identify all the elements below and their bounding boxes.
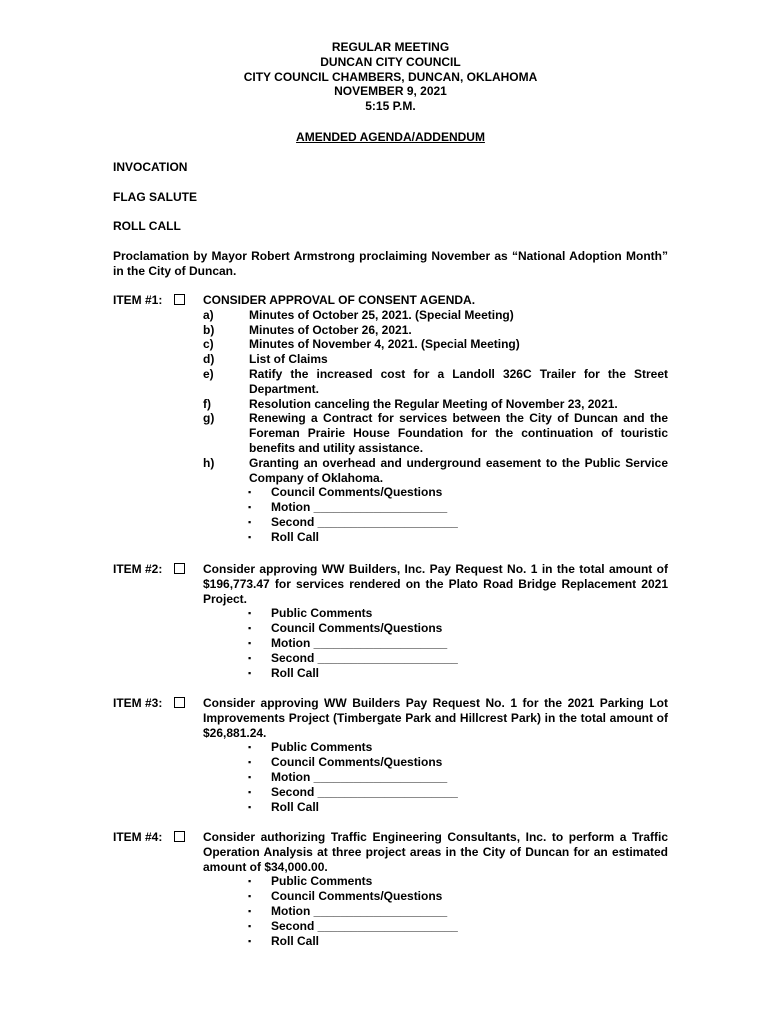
header-line-time: 5:15 P.M. [365, 99, 416, 114]
item-body [203, 562, 668, 680]
bullet-icon: ▪ [248, 623, 252, 634]
sub-item [203, 308, 668, 323]
bullet-text: Motion ____________________ [271, 500, 448, 515]
sub-item-letter: d) [203, 352, 215, 367]
bullet-row [203, 651, 668, 666]
bullet-icon: ▪ [248, 637, 252, 648]
header-line-council: DUNCAN CITY COUNCIL [320, 54, 461, 69]
item-label: ITEM #2: [113, 562, 163, 576]
bullet-text: Roll Call [271, 933, 320, 948]
item-2-bullets [203, 606, 668, 680]
bullet-row [203, 666, 668, 681]
sub-item-text: Minutes of November 4, 2021. (Special Meeting) [249, 337, 520, 352]
bullet-row [203, 500, 668, 515]
bullet-row [203, 785, 668, 800]
bullet-row [203, 636, 668, 651]
bullet-row [203, 740, 668, 755]
bullet-icon: ▪ [248, 920, 252, 931]
bullet-row [203, 621, 668, 636]
item-label: ITEM #3: [113, 696, 163, 710]
bullet-text: Second _____________________ [271, 918, 458, 933]
sub-item-text: Renewing a Contract for services between the City of Duncan and the Foreman Prairie House Foundation for the continuation of touristic benefits and utility assistance. [249, 411, 668, 455]
bullet-text: Motion ____________________ [271, 635, 448, 650]
bullet-icon: ▪ [248, 876, 252, 887]
sub-item [203, 456, 668, 486]
item-3-bullets [203, 740, 668, 814]
bullet-icon: ▪ [248, 935, 252, 946]
bullet-icon: ▪ [248, 801, 252, 812]
item-body [203, 293, 668, 545]
sub-item-letter: f) [203, 396, 211, 411]
bullet-row [203, 934, 668, 949]
item-description: Consider approving WW Builders, Inc. Pay Request No. 1 in the total amount of $196,773.47 for services rendered on the Plato Road Bridge Replacement 2021 Project. [203, 562, 668, 606]
bullet-icon: ▪ [248, 667, 252, 678]
bullet-text: Second _____________________ [271, 650, 458, 665]
bullet-text: Public Comments [271, 740, 373, 755]
item-1-checkbox[interactable] [174, 294, 185, 305]
sub-item-letter: c) [203, 337, 214, 352]
sub-item-letter: g) [203, 411, 215, 426]
item-description: Consider approving WW Builders Pay Request No. 1 for the 2021 Parking Lot Improvements Project (Timbergate Park and Hillcrest Park) in the total amount of $26,881.24. [203, 696, 668, 740]
bullet-row [203, 530, 668, 545]
bullet-text: Public Comments [271, 874, 373, 889]
header-line-meeting-type: REGULAR MEETING [331, 40, 450, 54]
bullet-text: Second _____________________ [271, 784, 458, 799]
item-2-checkbox[interactable] [174, 563, 185, 574]
invocation-heading: INVOCATION [113, 160, 188, 174]
bullet-icon: ▪ [248, 652, 252, 663]
bullet-icon: ▪ [248, 786, 252, 797]
agenda-title: AMENDED AGENDA/ADDENDUM [296, 130, 485, 144]
meeting-header [0, 40, 770, 114]
bullet-row [203, 919, 668, 934]
sub-item-letter: h) [203, 455, 215, 470]
flag-salute-heading: FLAG SALUTE [113, 190, 197, 204]
bullet-text: Council Comments/Questions [271, 621, 443, 636]
sub-item-text: Ratify the increased cost for a Landoll 326C Trailer for the Street Department. [249, 366, 668, 396]
item-body [203, 696, 668, 814]
sub-item-text: Resolution canceling the Regular Meeting of November 23, 2021. [249, 396, 618, 411]
bullet-icon: ▪ [248, 905, 252, 916]
bullet-text: Council Comments/Questions [271, 889, 443, 904]
bullet-row [203, 904, 668, 919]
bullet-row [203, 889, 668, 904]
sub-item-letter: b) [203, 322, 215, 337]
item-description: Consider authorizing Traffic Engineering Consultants, Inc. to perform a Traffic Operation Analysis at three project areas in the City of Duncan for an estimated amount of $34,000.00. [203, 830, 668, 874]
bullet-icon: ▪ [248, 516, 252, 527]
bullet-text: Council Comments/Questions [271, 755, 443, 770]
bullet-icon: ▪ [248, 771, 252, 782]
header-line-location: CITY COUNCIL CHAMBERS, DUNCAN, OKLAHOMA [243, 69, 538, 84]
item-1-bullets [203, 485, 668, 544]
sub-item [203, 352, 668, 367]
sub-item [203, 367, 668, 397]
consent-sub-items [203, 308, 668, 486]
bullet-row [203, 770, 668, 785]
bullet-icon: ▪ [248, 891, 252, 902]
bullet-text: Roll Call [271, 799, 320, 814]
sub-item [203, 397, 668, 412]
bullet-text: Roll Call [271, 665, 320, 680]
sub-item [203, 337, 668, 352]
item-description: CONSIDER APPROVAL OF CONSENT AGENDA. [203, 293, 476, 307]
bullet-icon: ▪ [248, 531, 252, 542]
sub-item-letter: a) [203, 307, 214, 322]
item-4-checkbox[interactable] [174, 831, 185, 842]
bullet-row [203, 515, 668, 530]
item-4-bullets [203, 874, 668, 948]
bullet-text: Motion ____________________ [271, 769, 448, 784]
sub-item-text: Granting an overhead and underground easement to the Public Service Company of Oklahoma. [249, 455, 668, 485]
sub-item [203, 323, 668, 338]
bullet-row [203, 800, 668, 815]
bullet-text: Roll Call [271, 529, 320, 544]
proclamation-text: Proclamation by Mayor Robert Armstrong proclaiming November as “National Adoption Month” in the City of Duncan. [113, 249, 668, 278]
sub-item [203, 411, 668, 455]
item-label: ITEM #4: [113, 830, 163, 844]
bullet-text: Second _____________________ [271, 514, 458, 529]
sub-item-text: Minutes of October 26, 2021. [249, 322, 412, 337]
header-line-date: NOVEMBER 9, 2021 [334, 84, 447, 99]
item-label: ITEM #1: [113, 293, 163, 307]
bullet-row [203, 485, 668, 500]
item-body [203, 830, 668, 948]
bullet-row [203, 606, 668, 621]
bullet-icon: ▪ [248, 608, 252, 619]
sub-item-text: List of Claims [249, 352, 328, 367]
bullet-row [203, 755, 668, 770]
roll-call-heading: ROLL CALL [113, 219, 181, 233]
item-3-checkbox[interactable] [174, 697, 185, 708]
sub-item-letter: e) [203, 366, 214, 381]
bullet-icon: ▪ [248, 742, 252, 753]
bullet-row [203, 874, 668, 889]
bullet-icon: ▪ [248, 487, 252, 498]
bullet-text: Council Comments/Questions [271, 485, 443, 500]
bullet-text: Motion ____________________ [271, 903, 448, 918]
bullet-text: Public Comments [271, 606, 373, 621]
bullet-icon: ▪ [248, 502, 252, 513]
bullet-icon: ▪ [248, 757, 252, 768]
sub-item-text: Minutes of October 25, 2021. (Special Meeting) [249, 307, 514, 322]
